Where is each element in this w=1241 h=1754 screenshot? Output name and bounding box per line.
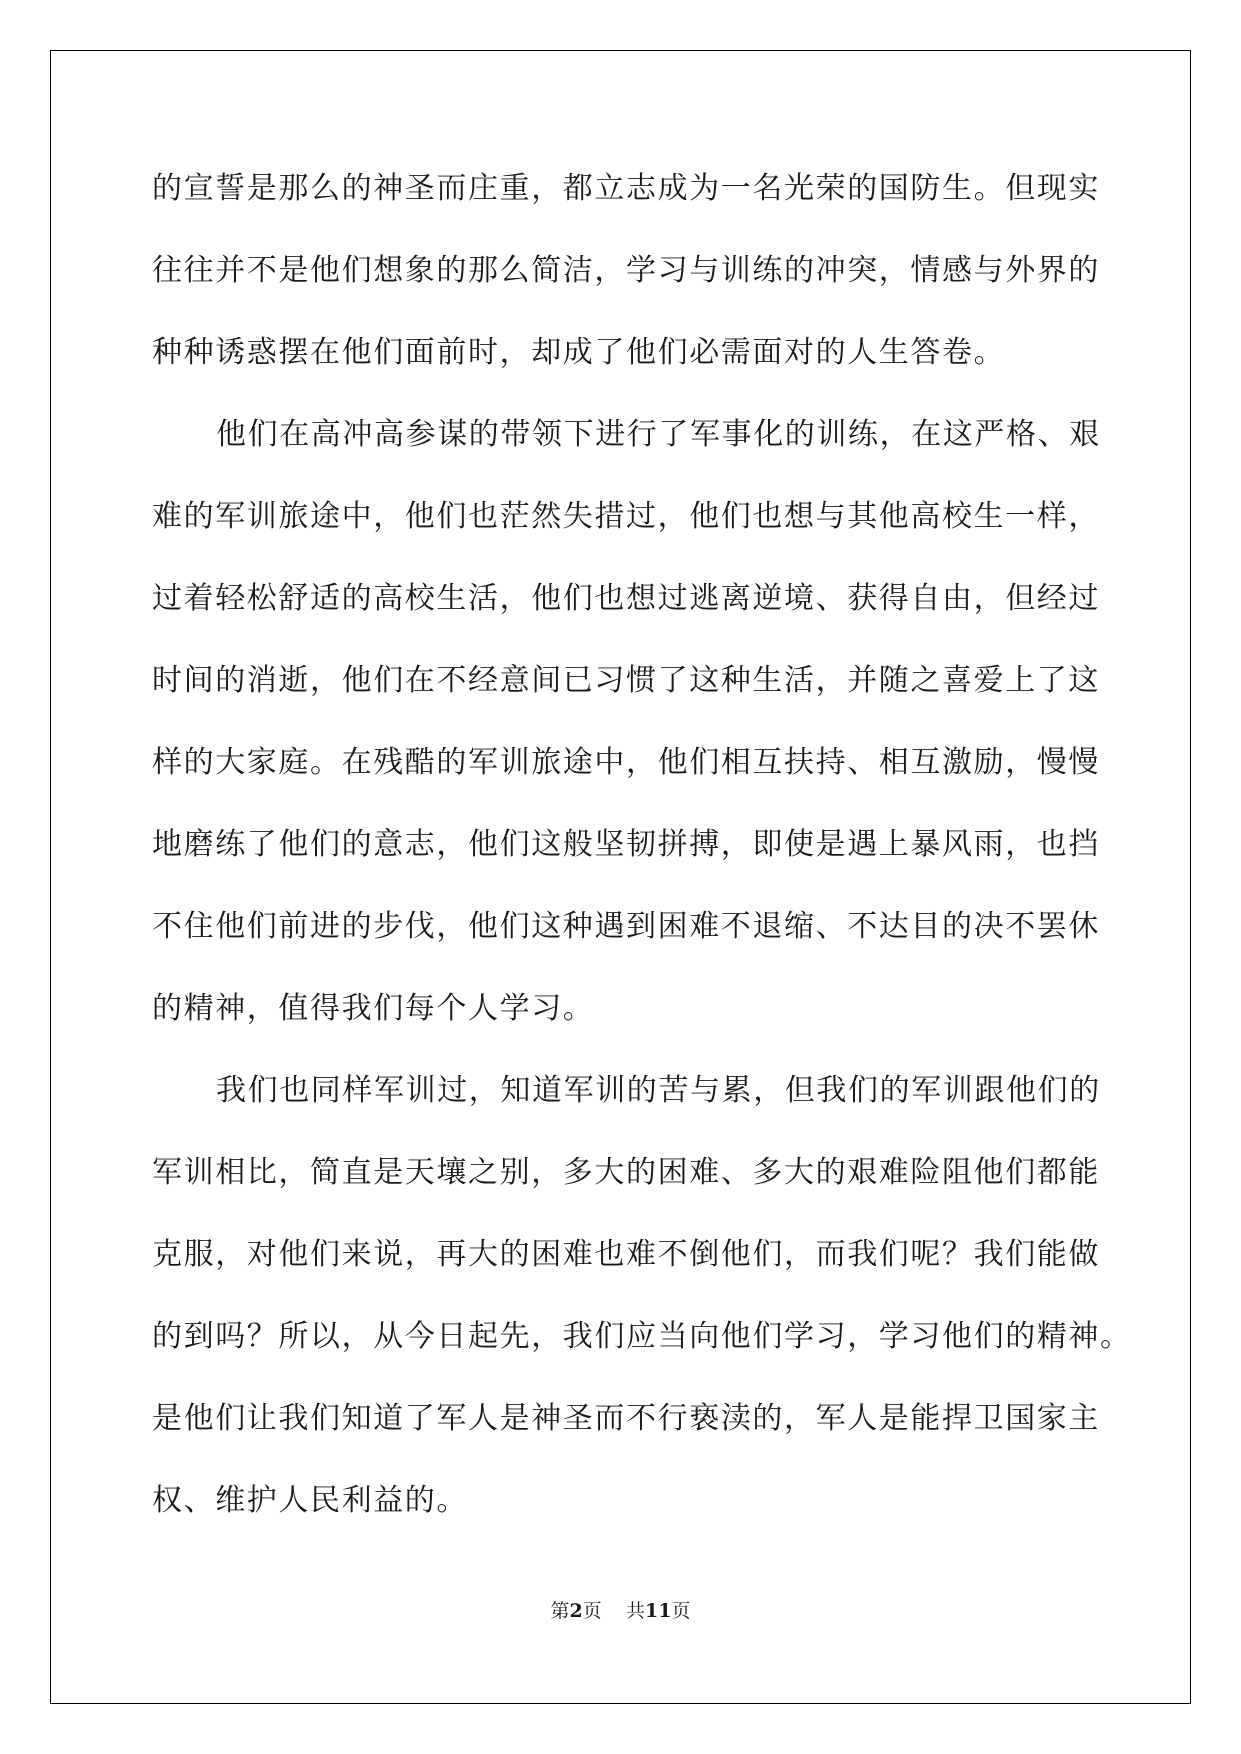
paragraph-line: 的精神，值得我们每个人学习。 [152,991,595,1026]
paragraph-line: 过着轻松舒适的高校生活，他们也想过逃离逆境、获得自由，但经过 [152,581,1100,616]
total-prefix: 共 [625,1600,645,1622]
paragraph-line: 样的大家庭。在残酷的军训旅途中，他们相互扶持、相互激励，慢慢 [152,745,1100,780]
page-footer [0,1596,1241,1623]
paragraph-line: 的宣誓是那么的神圣而庄重，都立志成为一名光荣的国防生。但现实 [152,171,1100,206]
paragraph-line: 克服，对他们来说，再大的困难也难不倒他们，而我们呢？我们能做 [152,1237,1100,1272]
paragraph-line: 地磨练了他们的意志，他们这般坚韧拼搏，即使是遇上暴风雨，也挡 [152,827,1100,862]
paragraph-line: 权、维护人民利益的。 [152,1483,468,1518]
total-suffix: 页 [671,1600,691,1622]
paragraph-line: 难的军训旅途中，他们也茫然失措过，他们也想与其他高校生一样， [152,499,1100,534]
paragraph-line: 种种诱惑摆在他们面前时，却成了他们必需面对的人生答卷。 [152,335,1006,370]
page-prefix: 第 [550,1600,570,1622]
paragraph-line: 他们在高冲高参谋的带领下进行了军事化的训练，在这严格、艰 [216,417,1101,452]
page-suffix: 页 [582,1600,602,1622]
paragraph-line: 是他们让我们知道了军人是神圣而不行亵渎的，军人是能捍卫国家主 [152,1401,1100,1436]
paragraph-line: 往往并不是他们想象的那么简洁，学习与训练的冲突，情感与外界的 [152,253,1100,288]
paragraph-line: 不住他们前进的步伐，他们这种遇到困难不退缩、不达目的决不罢休 [152,909,1100,944]
paragraph-line: 军训相比，简直是天壤之别，多大的困难、多大的艰难险阻他们都能 [152,1155,1100,1190]
page-total: 11 [644,1600,672,1622]
paragraph-line: 我们也同样军训过，知道军训的苦与累，但我们的军训跟他们的 [216,1073,1101,1108]
paragraph-line: 的到吗？所以，从今日起先，我们应当向他们学习，学习他们的精神。 [152,1319,1132,1354]
paragraph-line: 时间的消逝，他们在不经意间已习惯了这种生活，并随之喜爱上了这 [152,663,1100,698]
document-body [152,158,1132,1552]
page-current: 2 [569,1600,583,1622]
